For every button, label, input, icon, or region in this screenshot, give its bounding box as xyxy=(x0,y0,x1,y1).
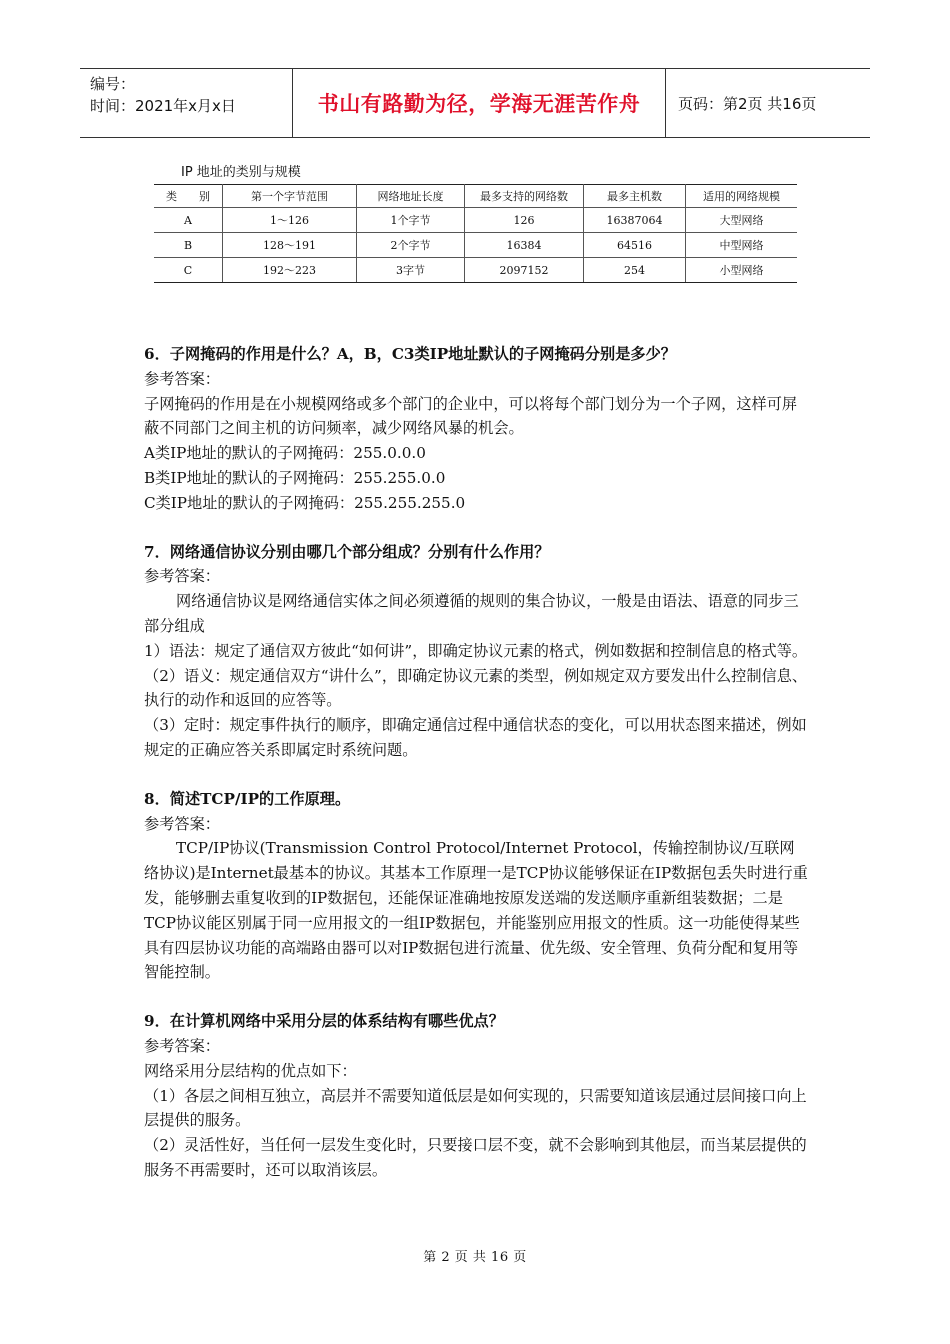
answer-paragraph: A类IP地址的默认的子网掩码：255.0.0.0 xyxy=(144,444,426,463)
answer-label: 参考答案： xyxy=(144,1036,220,1055)
question-9: 9．在计算机网络中采用分层的体系结构有哪些优点？ xyxy=(144,1012,504,1031)
table-cell: 小型网络 xyxy=(686,258,798,283)
spacer xyxy=(144,763,808,787)
table-caption: IP 地址的类别与规模 xyxy=(181,165,301,180)
table-cell: 2个字节 xyxy=(357,233,465,258)
table-cell: 128～191 xyxy=(223,233,357,258)
column-header: 网络地址长度 xyxy=(357,185,465,208)
table-row xyxy=(154,208,797,233)
column-header: 最多支持的网络数 xyxy=(465,185,584,208)
answer-paragraph: （2）灵活性好，当任何一层发生变化时，只要接口层不变，就不会影响到其他层，而当某层提供的服务不再需要时，还可以取消该层。 xyxy=(144,1136,807,1179)
table-cell: A xyxy=(154,208,223,233)
table-cell: 254 xyxy=(584,258,686,283)
table-cell: 大型网络 xyxy=(686,208,798,233)
answer-label: 参考答案： xyxy=(144,814,220,833)
answer-label: 参考答案： xyxy=(144,567,220,586)
answer-paragraph: 子网掩码的作用是在小规模网络或多个部门的企业中，可以将每个部门划分为一个子网，这样可屏蔽不同部门之间主机的访问频率，减少网络风暴的机会。 xyxy=(144,394,798,438)
answer-paragraph: 络协议)是Internet最基本的协议。其基本工作原理一是TCP协议能够保证在IP数据包丢失时进行重发，能够删去重复收到的IP数据包，还能保证准确地按原发送端的发送顺序重新组装数据；二是TCP协议能区别属于同一应用报文的一组IP数据包，并能鉴别应用报文的性质。这一功能使得某些具有四层协议功能的高端路由器可以对IP数据包进行流量、优先级、安全管理、负荷分配和复用等智能控制。 xyxy=(144,864,808,982)
table-cell: 1～126 xyxy=(223,208,357,233)
column-header: 第一个字节范围 xyxy=(223,185,357,208)
table-row xyxy=(154,233,797,258)
answer-paragraph: （2）语义：规定通信双方“讲什么”，即确定协议元素的类型，例如规定双方要发出什么控制信息、执行的动作和返回的应答等。 xyxy=(144,666,808,710)
table-cell: 16384 xyxy=(465,233,584,258)
table-cell: 中型网络 xyxy=(686,233,798,258)
header-motto: 书山有路勤为径，学海无涯苦作舟 xyxy=(293,69,666,137)
table-row xyxy=(154,258,797,283)
document-date: 时间：2021年x月x日 xyxy=(90,97,236,115)
answer-paragraph: 1）语法：规定了通信双方彼此“如何讲”，即确定协议元素的格式，例如数据和控制信息的格式等。 xyxy=(144,641,808,660)
column-header: 适用的网络规模 xyxy=(686,185,798,208)
column-header: 最多主机数 xyxy=(584,185,686,208)
spacer xyxy=(144,985,808,1009)
table-cell: 126 xyxy=(465,208,584,233)
document-number: 编号： xyxy=(90,75,136,93)
answer-paragraph: TCP/IP协议(Transmission Control Protocol/Internet Protocol，传输控制协议/互联网 xyxy=(176,839,795,858)
ip-class-table xyxy=(154,184,797,283)
answer-paragraph: 网络通信协议是网络通信实体之间必须遵循的规则的集合协议，一般是由语法、语意的同步三部分组成 xyxy=(144,592,799,635)
table-cell: 1个字节 xyxy=(357,208,465,233)
table-cell: 192～223 xyxy=(223,258,357,283)
page-footer: 第 2 页 共 16 页 xyxy=(423,1250,527,1265)
answer-paragraph: C类IP地址的默认的子网掩码：255.255.255.0 xyxy=(144,493,466,512)
table-header-row xyxy=(154,185,797,208)
document-body xyxy=(144,342,808,1183)
table-cell: B xyxy=(154,233,223,258)
table-cell: 2097152 xyxy=(465,258,584,283)
header-meta xyxy=(80,69,293,137)
page-header xyxy=(80,68,870,138)
question-6: 6．子网掩码的作用是什么？A，B，C3类IP地址默认的子网掩码分别是多少？ xyxy=(144,345,676,363)
table-cell: 3字节 xyxy=(357,258,465,283)
question-8: 8．简述TCP/IP的工作原理。 xyxy=(144,789,351,808)
answer-label: 参考答案： xyxy=(144,369,220,388)
answer-paragraph: 网络采用分层结构的优点如下： xyxy=(144,1061,357,1080)
answer-paragraph: （1）各层之间相互独立，高层并不需要知道低层是如何实现的，只需要知道该层通过层间接口向上层提供的服务。 xyxy=(144,1086,807,1130)
column-header: 类 别 xyxy=(154,185,223,208)
answer-paragraph: （3）定时：规定事件执行的顺序，即确定通信过程中通信状态的变化，可以用状态图来描述，例如规定的正确应答关系即属定时系统问题。 xyxy=(144,716,807,759)
header-page-info: 页码：第2页 共16页 xyxy=(678,94,817,113)
question-7: 7．网络通信协议分别由哪几个部分组成？分别有什么作用？ xyxy=(144,542,550,561)
answer-paragraph: B类IP地址的默认的子网掩码：255.255.0.0 xyxy=(144,468,446,487)
table-cell: 64516 xyxy=(584,233,686,258)
table-cell: C xyxy=(154,258,223,283)
table-cell: 16387064 xyxy=(584,208,686,233)
spacer xyxy=(144,516,808,540)
